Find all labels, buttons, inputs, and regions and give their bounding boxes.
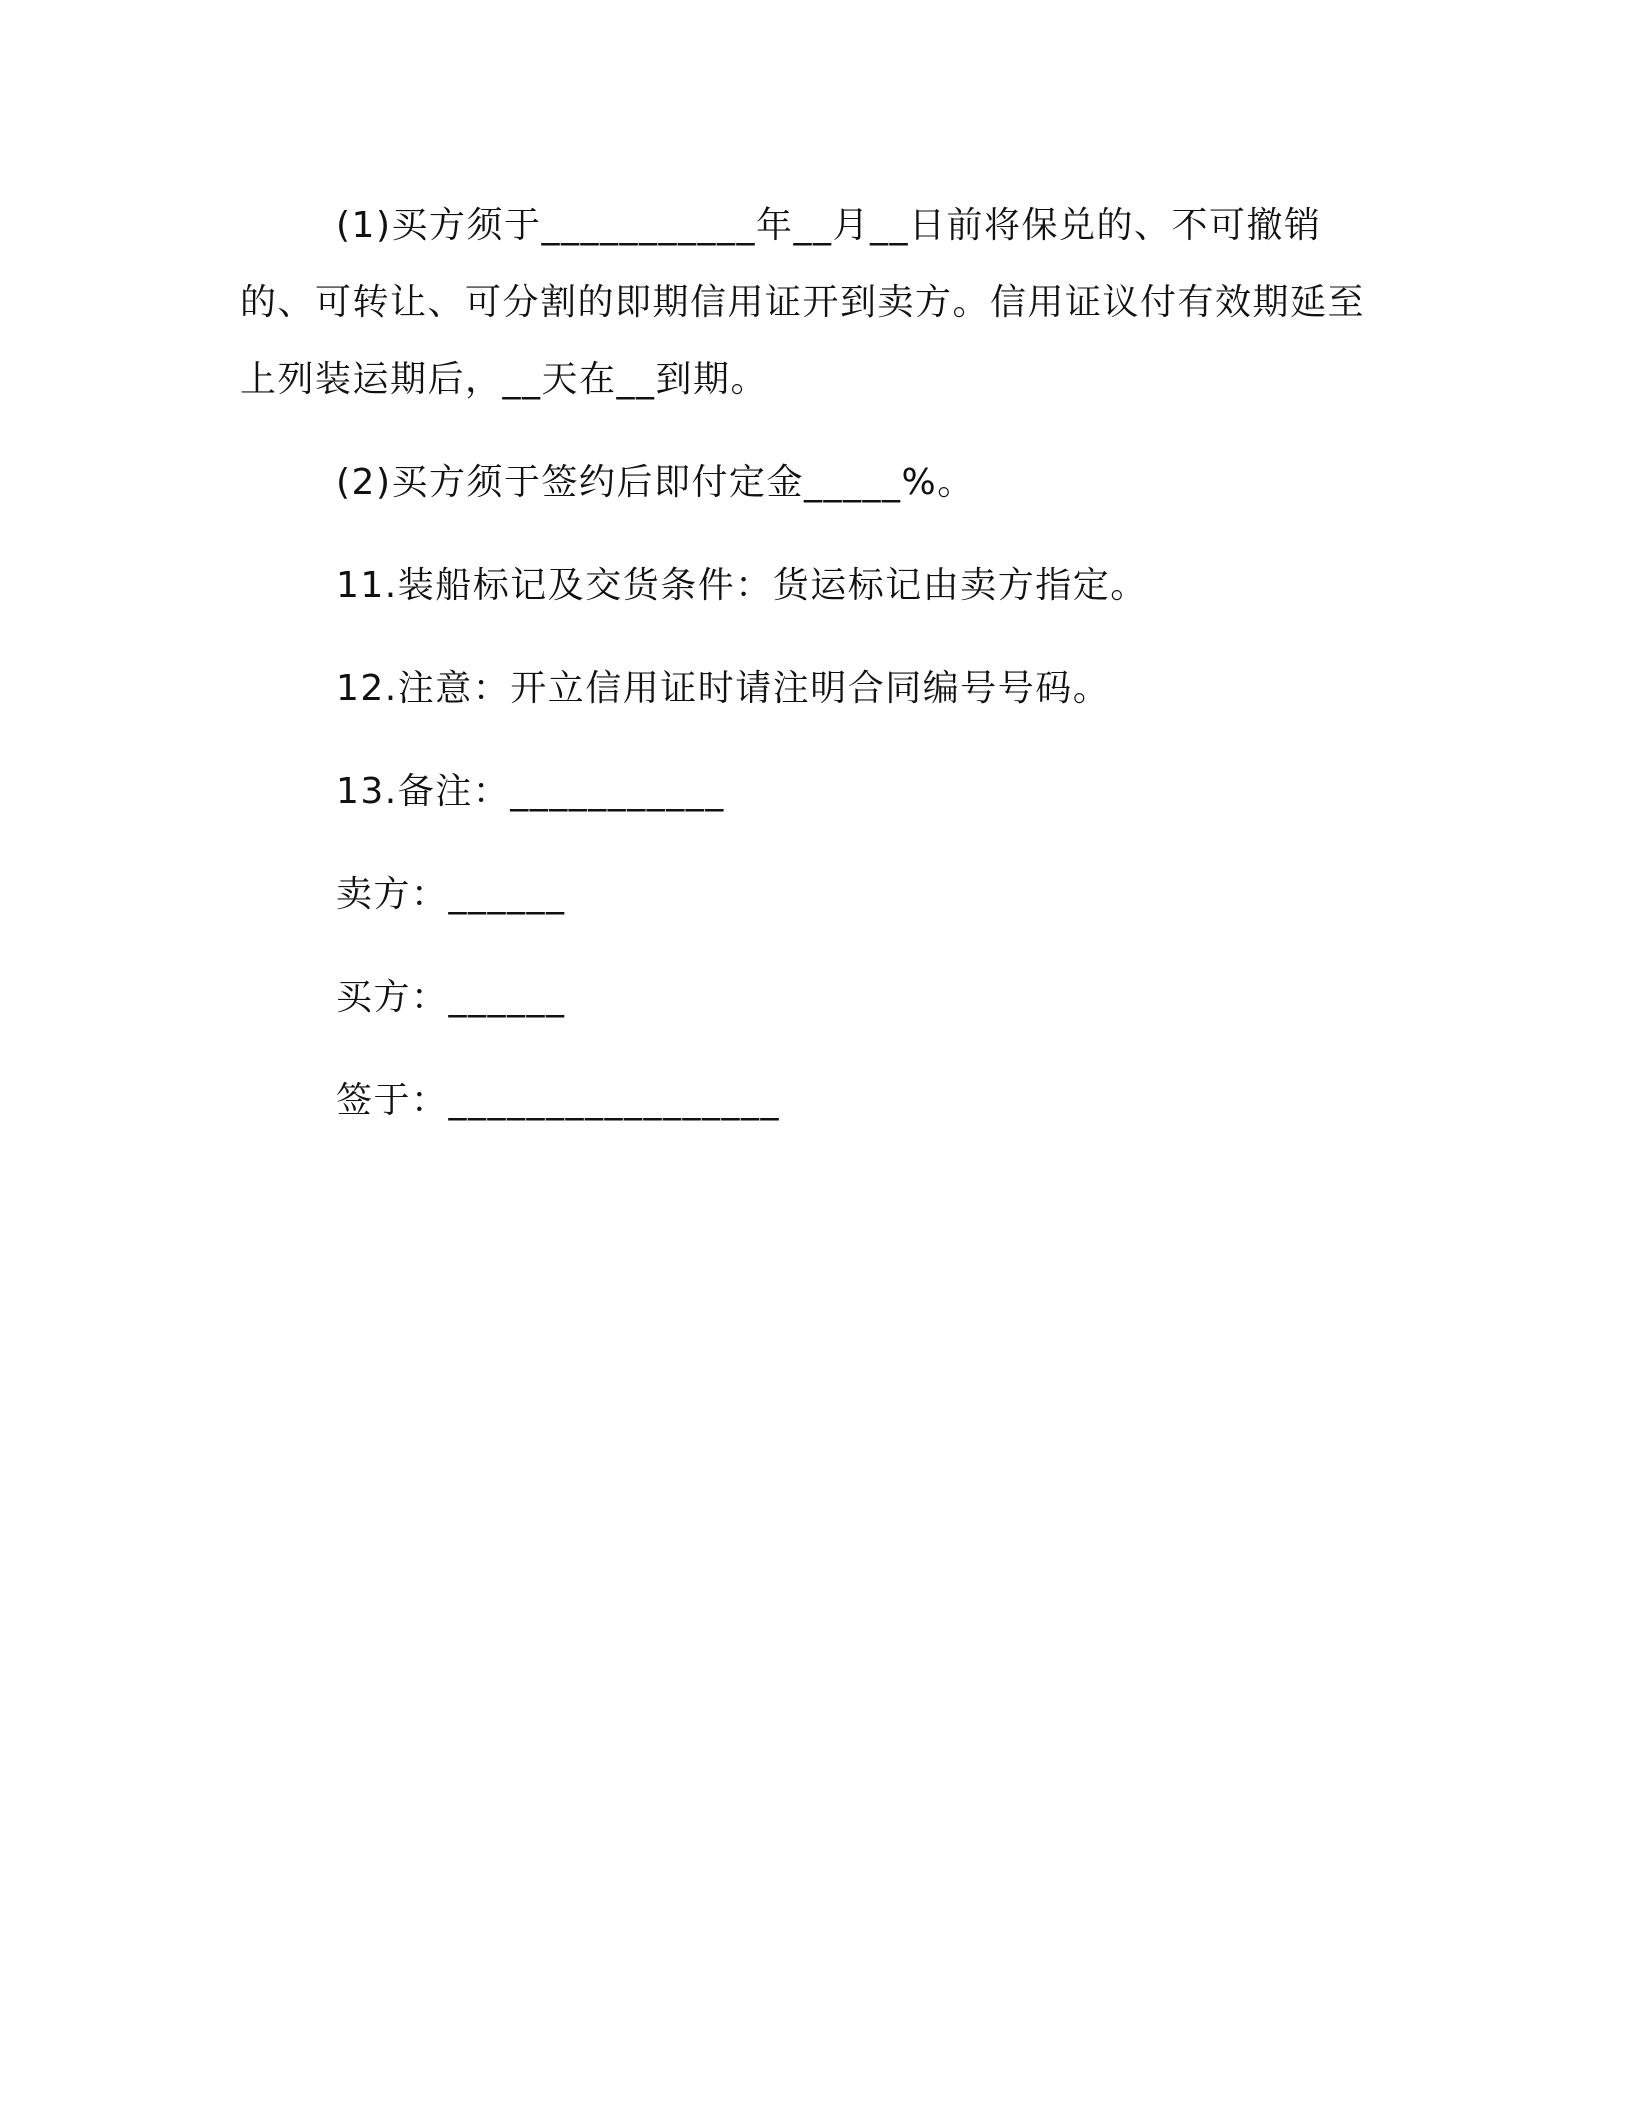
document-body <box>240 187 1370 1165</box>
seller-signature-line: 卖方：______ <box>336 874 566 915</box>
signed-at-line: 签于：_________________ <box>336 1080 781 1121</box>
clause-11-shipping-marks: 11.装船标记及交货条件：货运标记由卖方指定。 <box>336 565 1148 606</box>
clause-1-letter-of-credit: (1)买方须于___________年__月__日前将保兑的、不可撤销的、可转让、可分割的即期信用证开到卖方。信用证议付有效期延至上列装运期后，__天在__到期。 <box>240 205 1366 400</box>
clause-13-remarks: 13.备注：___________ <box>336 771 725 812</box>
clause-12-notice: 12.注意：开立信用证时请注明合同编号号码。 <box>336 668 1111 709</box>
buyer-signature-line: 买方：______ <box>336 977 566 1018</box>
clause-2-deposit: (2)买方须于签约后即付定金_____%。 <box>336 462 975 503</box>
